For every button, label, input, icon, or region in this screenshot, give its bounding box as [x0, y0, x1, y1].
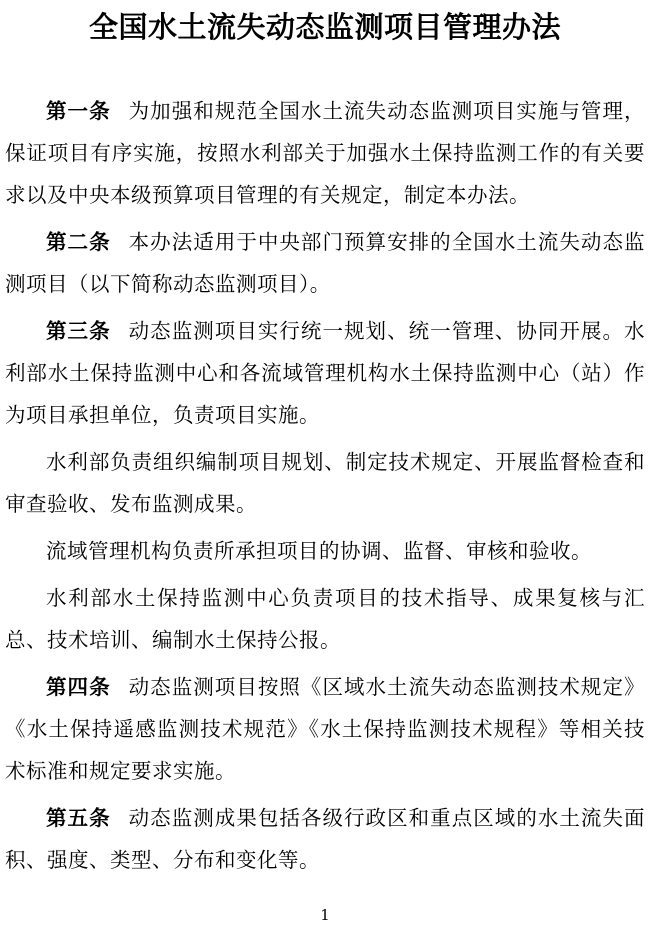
document-body: [5, 90, 645, 886]
paragraph-text: 流域管理机构负责所承担项目的协调、监督、审核和验收。: [46, 539, 592, 563]
article-label: 第三条: [46, 319, 111, 343]
article-text: 动态监测项目实行统一规划、统一管理、协同开展。水利部水土保持监测中心和各流域管理机构水土保持监测中心（站）作为项目承担单位，负责项目实施。: [5, 319, 646, 427]
article-label: 第二条: [46, 230, 111, 254]
article-1: [5, 90, 645, 216]
page-number: 1: [320, 906, 330, 924]
article-3-paragraph-2: [5, 441, 645, 525]
article-label: 第一条: [46, 99, 111, 123]
document-title: 全国水土流失动态监测项目管理办法: [88, 10, 561, 44]
article-label: 第四条: [46, 675, 111, 699]
article-4: [5, 666, 645, 792]
paragraph-text: 水利部负责组织编制项目规划、制定技术规定、开展监督检查和审查验收、发布监测成果。: [5, 450, 645, 516]
article-text: 为加强和规范全国水土流失动态监测项目实施与管理，保证项目有序实施，按照水利部关于加强水土保持监测工作的有关要求以及中央本级预算项目管理的有关规定，制定本办法。: [5, 99, 646, 207]
article-text: 动态监测成果包括各级行政区和重点区域的水土流失面积、强度、类型、分布和变化等。: [5, 806, 646, 872]
article-3-paragraph-4: [5, 577, 645, 661]
article-5: [5, 797, 645, 881]
article-2: [5, 221, 645, 305]
article-label: 第五条: [46, 806, 111, 830]
article-text: 本办法适用于中央部门预算安排的全国水土流失动态监测项目（以下简称动态监测项目）。: [5, 230, 646, 296]
article-text: 动态监测项目按照《区域水土流失动态监测技术规定》《水土保持遥感监测技术规范》《水土保持监测技术规程》等相关技术标准和规定要求实施。: [5, 675, 646, 783]
article-3: [5, 310, 645, 436]
paragraph-text: 水利部水土保持监测中心负责项目的技术指导、成果复核与汇总、技术培训、编制水土保持公报。: [5, 586, 645, 652]
article-3-paragraph-3: [5, 530, 645, 572]
